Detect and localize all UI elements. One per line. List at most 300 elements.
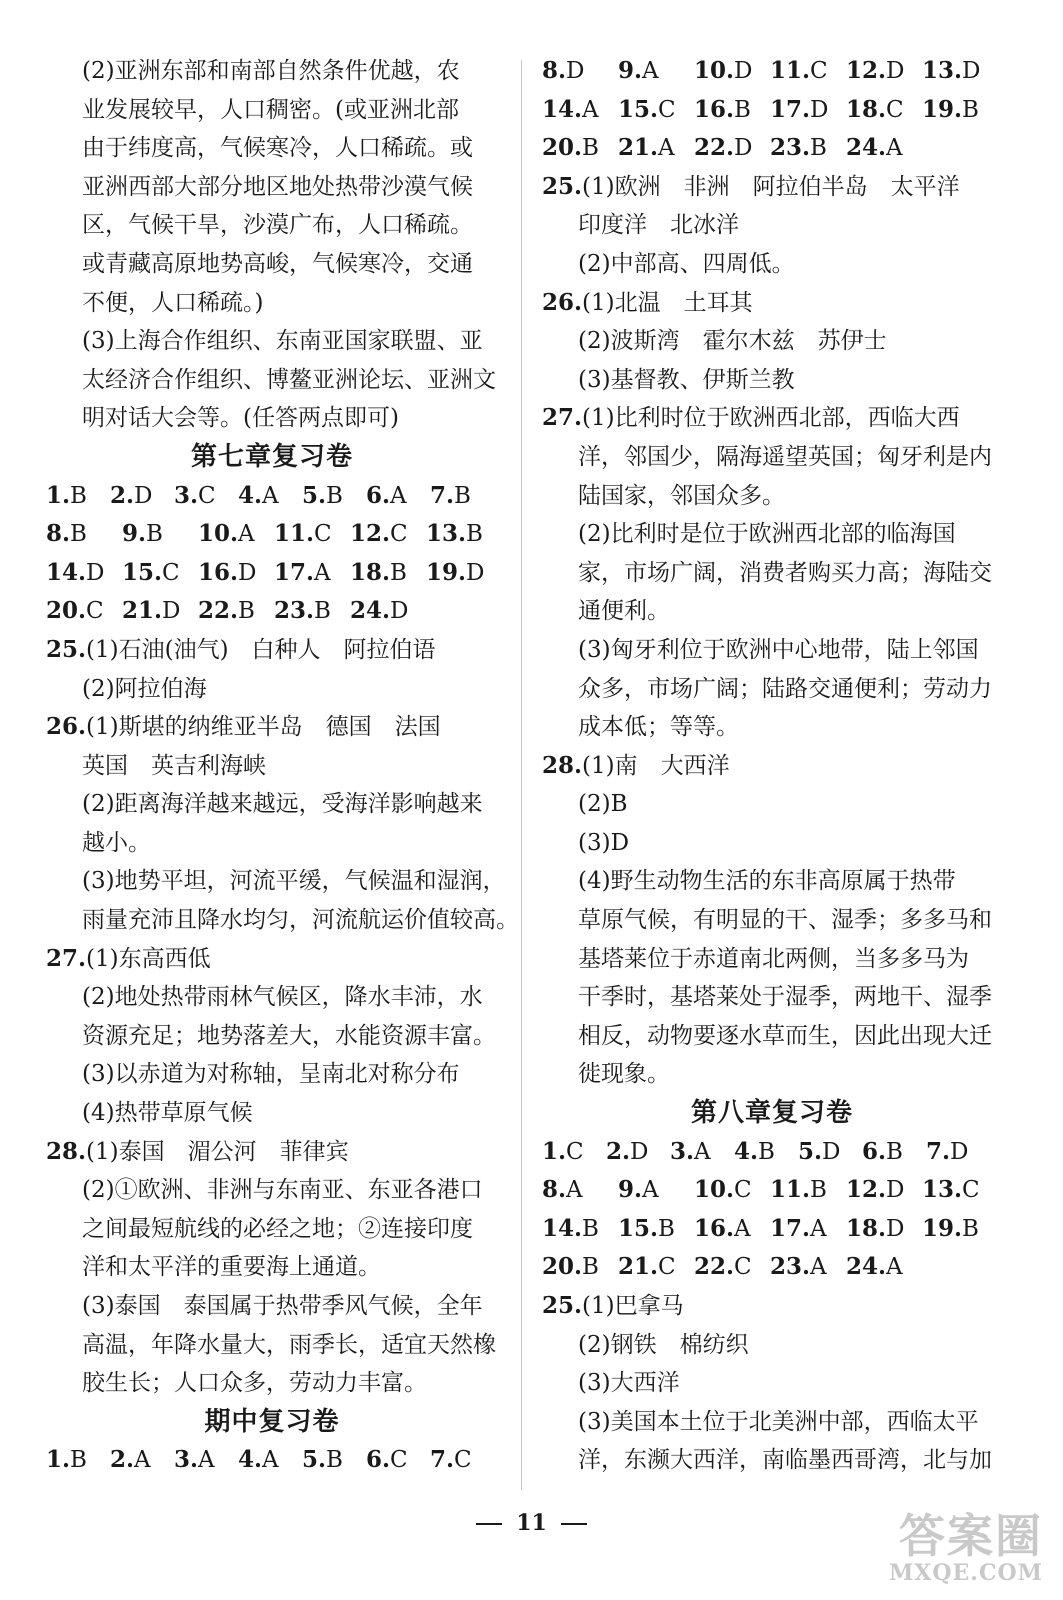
answer-item — [770, 52, 846, 91]
answer-item — [542, 129, 618, 168]
answer-text-line: (3)以赤道为对称轴，呈南北对称分布 — [82, 1061, 460, 1088]
answer-letter: C — [566, 1138, 584, 1165]
answer-letter: A — [198, 1447, 215, 1474]
answer-letter: B — [810, 135, 827, 162]
answer-letter: D — [162, 598, 181, 625]
question-number: 19. — [922, 1214, 963, 1242]
answer-letter: D — [566, 58, 585, 84]
answer-letter: C — [810, 58, 828, 84]
answer-item — [238, 477, 302, 516]
answer-item — [238, 1441, 302, 1480]
answer-text-line: (3)美国本土位于北美洲中部，西临太平 — [578, 1408, 979, 1435]
answer-text-line: (2)阿拉伯海 — [82, 675, 207, 702]
answer-item — [734, 1133, 798, 1172]
answer-letter: B — [758, 1138, 775, 1165]
answer-item — [274, 592, 350, 631]
answer-text-line: 越小。 — [82, 829, 151, 856]
answer-text-line: 家，市场广阔，消费者购买力高；海陆交 — [578, 559, 992, 586]
answer-text-line: (2)中部高、四周低。 — [578, 250, 795, 277]
section-heading: 第八章复习卷 — [690, 1098, 853, 1129]
answer-item — [366, 1441, 430, 1480]
answer-letter: D — [950, 1138, 969, 1165]
answer-row — [542, 1133, 1002, 1172]
answer-letter: C — [390, 521, 408, 548]
answer-letter: B — [582, 135, 599, 162]
answer-text-line: 印度洋 北冰洋 — [578, 212, 739, 239]
question-number: 20. — [46, 597, 87, 625]
answer-letter: D — [886, 58, 905, 84]
question-number: 8. — [542, 1176, 567, 1204]
right-column — [542, 52, 1002, 1480]
answer-text-line: (3)D — [578, 829, 630, 856]
question-line — [46, 708, 498, 747]
answer-item — [302, 477, 366, 516]
answer-item — [670, 1133, 734, 1172]
question-number: 8. — [542, 57, 567, 84]
question-number: 25. — [46, 635, 87, 663]
answer-item — [770, 1248, 846, 1287]
answer-item — [694, 1248, 770, 1287]
answer-item — [174, 1441, 238, 1480]
question-number: 5. — [302, 481, 327, 509]
question-number: 6. — [366, 481, 391, 509]
answer-item — [274, 554, 350, 593]
question-number: 4. — [734, 1137, 759, 1165]
question-number: 22. — [198, 597, 239, 625]
answer-item — [110, 477, 174, 516]
answer-item — [350, 515, 426, 554]
question-number: 6. — [862, 1137, 887, 1165]
answer-letter: D — [962, 58, 981, 84]
answer-letter: A — [886, 1254, 903, 1281]
answer-letter: D — [734, 135, 753, 162]
question-number: 21. — [618, 134, 659, 162]
answer-item — [46, 592, 122, 631]
question-number: 24. — [350, 597, 391, 625]
answer-item — [846, 1210, 922, 1249]
question-number: 22. — [694, 134, 735, 162]
answer-letter: B — [962, 96, 979, 123]
question-number: 9. — [618, 57, 643, 84]
answer-text-line: 英国 英吉利海峡 — [82, 752, 266, 779]
answer-letter: A — [390, 482, 407, 509]
answer-item — [542, 1133, 606, 1172]
answer-item — [350, 554, 426, 593]
answer-text-line: 相反，动物要逐水草而生，因此出现大迁 — [578, 1022, 992, 1049]
answer-text-line: 明对话大会等。(任答两点即可) — [82, 405, 399, 432]
answer-text-line: 之间最短航线的必经之地；②连接印度 — [82, 1215, 473, 1242]
answer-item — [798, 1133, 862, 1172]
question-number: 5. — [798, 1137, 823, 1165]
answer-row — [542, 129, 1002, 168]
answer-letter: D — [466, 559, 485, 586]
answer-item — [46, 515, 122, 554]
answer-text-line: 通便利。 — [578, 598, 670, 625]
question-line — [542, 168, 1002, 207]
question-number: 18. — [846, 95, 887, 123]
question-line — [542, 1287, 1002, 1326]
question-number: 23. — [274, 597, 315, 625]
answer-text-line: (3)基督教、伊斯兰教 — [578, 366, 795, 393]
question-number: 15. — [122, 558, 163, 586]
question-number: 3. — [670, 1137, 695, 1165]
answer-item — [694, 52, 770, 91]
answer-item — [122, 592, 198, 631]
question-number: 16. — [198, 558, 239, 586]
question-number: 27. — [542, 404, 583, 432]
answer-item — [846, 1248, 903, 1287]
answer-letter: A — [238, 521, 255, 548]
answer-text-line: (2)①欧洲、非洲与东南亚、东亚各港口 — [82, 1177, 483, 1204]
answer-item — [46, 554, 122, 593]
answer-letter: D — [886, 1215, 905, 1242]
question-line — [542, 284, 1002, 323]
answer-row — [542, 52, 1002, 91]
answer-letter: C — [314, 521, 332, 548]
answer-text-line: (2)波斯湾 霍尔木兹 苏伊士 — [578, 328, 887, 355]
answer-letter: A — [582, 96, 599, 123]
question-number: 19. — [426, 558, 467, 586]
answer-item — [542, 1210, 618, 1249]
question-number: 7. — [430, 481, 455, 509]
question-number: 25. — [542, 172, 583, 200]
question-number: 17. — [274, 558, 315, 586]
question-number: 1. — [542, 1137, 567, 1165]
answer-letter: C — [390, 1447, 408, 1474]
question-number: 9. — [122, 520, 147, 548]
answer-item — [606, 1133, 670, 1172]
answer-text-line: 徙现象。 — [578, 1061, 670, 1088]
footer-dash-left — [476, 1523, 502, 1525]
answer-text-line: 雨量充沛且降水均匀，河流航运价值较高。 — [82, 907, 519, 934]
answer-item — [922, 1171, 980, 1210]
question-number: 12. — [350, 520, 391, 548]
answer-item — [174, 477, 238, 516]
question-number: 4. — [238, 481, 263, 509]
answer-letter: B — [810, 1177, 827, 1204]
question-number: 10. — [694, 57, 735, 84]
question-number: 12. — [846, 1176, 887, 1204]
answer-letter: D — [238, 559, 257, 586]
answer-letter: B — [238, 598, 255, 625]
answer-item — [426, 515, 483, 554]
answer-letter: D — [390, 598, 409, 625]
answer-text: (1)欧洲 非洲 阿拉伯半岛 太平洋 — [582, 173, 960, 200]
question-number: 4. — [238, 1446, 263, 1474]
answer-text: (1)斯堪的纳维亚半岛 德国 法国 — [86, 714, 441, 741]
answer-text-line: 不便，人口稀疏。) — [82, 289, 264, 316]
answer-item — [694, 129, 770, 168]
question-number: 14. — [542, 95, 583, 123]
answer-item — [922, 1210, 979, 1249]
question-number: 24. — [846, 1253, 887, 1281]
answer-letter: A — [734, 1215, 751, 1242]
answer-letter: B — [326, 1447, 343, 1474]
question-number: 2. — [110, 1446, 135, 1474]
answer-item — [862, 1133, 926, 1172]
answer-row — [46, 592, 498, 631]
answer-item — [430, 1441, 472, 1480]
watermark-url: MXQE.COM — [888, 1560, 1043, 1586]
answer-text-line: 或青藏高原地势高峻，气候寒冷，交通 — [82, 250, 473, 277]
question-number: 19. — [922, 95, 963, 123]
answer-letter: D — [134, 482, 153, 509]
answer-text-line: 业发展较早，人口稠密。(或亚洲北部 — [82, 96, 459, 123]
answer-text-line: 洋，东濒大西洋，南临墨西哥湾，北与加 — [578, 1447, 992, 1474]
answer-text-line: 基塔莱位于赤道南北两侧，当多多马为 — [578, 945, 969, 972]
answer-letter: B — [466, 521, 483, 548]
question-number: 3. — [174, 481, 199, 509]
answer-text: (1)泰国 湄公河 菲律宾 — [86, 1138, 349, 1165]
answer-text: (1)东高西低 — [86, 945, 211, 972]
answer-row — [46, 515, 498, 554]
question-number: 28. — [542, 751, 583, 779]
answer-letter: A — [566, 1177, 583, 1204]
answer-text-line: 区，气候干旱，沙漠广布，人口稀疏。 — [82, 212, 473, 239]
question-number: 17. — [770, 1214, 811, 1242]
answer-item — [542, 1171, 618, 1210]
question-line — [542, 399, 1002, 438]
answer-text-line: 高温，年降水量大，雨季长，适宜天然橡 — [82, 1331, 496, 1358]
answer-text-line: (2)B — [578, 791, 628, 818]
answer-item — [770, 129, 846, 168]
answer-item — [542, 91, 618, 130]
question-number: 7. — [926, 1137, 951, 1165]
question-number: 17. — [770, 95, 811, 123]
question-number: 25. — [542, 1292, 583, 1319]
answer-letter: C — [962, 1177, 980, 1204]
question-number: 22. — [694, 1253, 735, 1281]
answer-text-line: (3)泰国 泰国属于热带季风气候，全年 — [82, 1293, 483, 1319]
answer-letter: A — [134, 1447, 151, 1474]
answer-row — [542, 1248, 1002, 1287]
answer-letter: D — [734, 58, 753, 84]
question-line — [46, 1133, 498, 1172]
answer-item — [618, 129, 694, 168]
answer-letter: C — [454, 1447, 472, 1474]
answer-letter: C — [658, 1254, 676, 1281]
answer-item — [770, 1171, 846, 1210]
answer-item — [122, 515, 198, 554]
answer-item — [926, 1133, 968, 1172]
question-number: 18. — [846, 1214, 887, 1242]
answer-letter: D — [630, 1138, 649, 1165]
question-number: 28. — [46, 1137, 87, 1165]
answer-text-line: (3)匈牙利位于欧洲中心地带，陆上邻国 — [578, 636, 979, 663]
answer-item — [618, 91, 694, 130]
answer-text-line: (3)地势平坦，河流平缓，气候温和湿润， — [82, 868, 506, 895]
answer-row — [46, 1441, 498, 1480]
answer-letter: A — [262, 482, 279, 509]
answer-letter: A — [642, 58, 659, 84]
answer-letter: C — [886, 96, 904, 123]
question-number: 21. — [618, 1253, 659, 1281]
question-number: 11. — [274, 520, 315, 548]
answer-row — [542, 91, 1002, 130]
watermark-logo: 答案圈 — [899, 1509, 1043, 1563]
answer-letter: B — [886, 1138, 903, 1165]
answer-text: (1)南 大西洋 — [582, 752, 730, 779]
answer-letter: B — [146, 521, 163, 548]
answer-item — [618, 52, 694, 91]
answer-letter: A — [642, 1177, 659, 1204]
question-number: 6. — [366, 1446, 391, 1474]
answer-text-line: 亚洲西部大部分地区地处热带沙漠气候 — [82, 173, 473, 200]
left-column — [46, 52, 519, 1480]
question-number: 11. — [770, 1176, 811, 1204]
question-number: 8. — [46, 520, 71, 548]
answer-letter: A — [886, 135, 903, 162]
answer-text-line: (2)钢铁 棉纺织 — [578, 1331, 749, 1358]
question-line — [46, 940, 498, 979]
answer-row — [46, 477, 498, 516]
answer-letter: A — [810, 1215, 827, 1242]
answer-letter: D — [86, 559, 105, 586]
answer-text-line: 成本低；等等。 — [578, 714, 739, 741]
answer-letter: C — [658, 96, 676, 123]
answer-letter: A — [314, 559, 331, 586]
answer-item — [618, 1248, 694, 1287]
answer-item — [922, 52, 980, 91]
answer-text-line: (2)比利时是位于欧洲西北部的临海国 — [578, 521, 956, 548]
answer-text-line: 洋和太平洋的重要海上通道。 — [82, 1254, 381, 1281]
answer-letter: B — [962, 1215, 979, 1242]
answer-item — [274, 515, 350, 554]
answer-letter: A — [262, 1447, 279, 1474]
question-number: 5. — [302, 1446, 327, 1474]
answer-text-line: (2)亚洲东部和南部自然条件优越，农 — [82, 58, 460, 84]
section-heading: 期中复习卷 — [204, 1406, 340, 1437]
answer-item — [694, 1171, 770, 1210]
answer-item — [430, 477, 471, 516]
answer-item — [426, 554, 484, 593]
question-line — [542, 747, 1002, 786]
answer-row — [542, 1210, 1002, 1249]
answer-text-line: 洋，邻国少，隔海遥望英国；匈牙利是内 — [578, 443, 992, 470]
question-number: 15. — [618, 95, 659, 123]
question-number: 2. — [110, 481, 135, 509]
section-heading: 第七章复习卷 — [190, 441, 353, 472]
answer-item — [198, 592, 274, 631]
answer-text-line: 胶生长；人口众多，劳动力丰富。 — [82, 1370, 427, 1397]
answer-item — [770, 1210, 846, 1249]
answer-item — [542, 1248, 618, 1287]
answer-letter: D — [822, 1138, 841, 1165]
answer-letter: B — [582, 1254, 599, 1281]
answer-item — [694, 91, 770, 130]
answer-letter: D — [810, 96, 829, 123]
answer-item — [198, 554, 274, 593]
answer-letter: C — [734, 1177, 752, 1204]
answer-text-line: 陆国家，邻国众多。 — [578, 482, 785, 509]
question-number: 13. — [922, 57, 963, 84]
answer-item — [846, 52, 922, 91]
answer-text-line: 草原气候，有明显的干、湿季；多多马和 — [578, 907, 992, 934]
question-number: 7. — [430, 1446, 455, 1474]
question-number: 11. — [770, 57, 811, 84]
answer-item — [366, 477, 430, 516]
answer-letter: B — [658, 1215, 675, 1242]
question-number: 16. — [694, 95, 735, 123]
answer-letter: C — [162, 559, 180, 586]
question-number: 10. — [694, 1176, 735, 1204]
answer-item — [694, 1210, 770, 1249]
question-number: 15. — [618, 1214, 659, 1242]
answer-letter: A — [694, 1138, 711, 1165]
question-number: 16. — [694, 1214, 735, 1242]
question-number: 18. — [350, 558, 391, 586]
answer-row — [542, 1171, 1002, 1210]
question-number: 2. — [606, 1137, 631, 1165]
answer-item — [922, 91, 979, 130]
answer-item — [846, 129, 903, 168]
answer-text-line: (2)地处热带雨林气候区，降水丰沛，水 — [82, 984, 483, 1011]
answer-letter: C — [198, 482, 216, 509]
answer-text-line: (3)大西洋 — [578, 1370, 680, 1397]
question-number: 12. — [846, 57, 887, 84]
answer-letter: A — [810, 1254, 827, 1281]
answer-letter: C — [734, 1254, 752, 1281]
answer-letter: D — [886, 1177, 905, 1204]
answer-text-line: (3)上海合作组织、东南亚国家联盟、亚 — [82, 328, 483, 355]
question-number: 3. — [174, 1446, 199, 1474]
answer-item — [302, 1441, 366, 1480]
answer-letter: B — [582, 1215, 599, 1242]
answer-letter: B — [734, 96, 751, 123]
question-number: 9. — [618, 1176, 643, 1204]
question-number: 1. — [46, 1446, 71, 1474]
answer-item — [846, 1171, 922, 1210]
page-number: 11 — [516, 1510, 547, 1536]
question-number: 14. — [542, 1214, 583, 1242]
question-number: 21. — [122, 597, 163, 625]
question-line — [46, 631, 498, 670]
answer-item — [46, 1441, 110, 1480]
question-number: 13. — [922, 1176, 963, 1204]
answer-text-line: 资源充足；地势落差大，水能资源丰富。 — [82, 1022, 496, 1049]
answer-letter: B — [326, 482, 343, 509]
answer-item — [770, 91, 846, 130]
question-number: 24. — [846, 134, 887, 162]
watermark — [889, 1500, 1043, 1586]
answer-letter: B — [70, 482, 87, 509]
answer-text-line: (2)距离海洋越来越远，受海洋影响越来 — [82, 791, 483, 818]
answer-item — [46, 477, 110, 516]
answer-text-line: 众多，市场广阔；陆路交通便利；劳动力 — [578, 675, 992, 702]
answer-text-line: 干季时，基塔莱处于湿季，两地干、湿季 — [578, 984, 992, 1011]
question-number: 13. — [426, 520, 467, 548]
answer-text: (1)巴拿马 — [582, 1293, 684, 1319]
answer-item — [122, 554, 198, 593]
question-number: 1. — [46, 481, 71, 509]
answer-text-line: 由于纬度高，气候寒冷，人口稀疏。或 — [82, 135, 473, 162]
footer-dash-right — [561, 1523, 587, 1525]
answer-text-line: 太经济合作组织、博鳌亚洲论坛、亚洲文 — [82, 366, 496, 393]
question-number: 20. — [542, 1253, 583, 1281]
answer-text-line: (4)热带草原气候 — [82, 1100, 253, 1127]
question-number: 26. — [542, 288, 583, 316]
answer-item — [542, 52, 618, 91]
question-number: 14. — [46, 558, 87, 586]
answer-letter: B — [70, 521, 87, 548]
question-number: 10. — [198, 520, 239, 548]
question-number: 23. — [770, 1253, 811, 1281]
answer-item — [618, 1171, 694, 1210]
answer-item — [350, 592, 408, 631]
answer-text: (1)北温 土耳其 — [582, 289, 753, 316]
answer-item — [846, 91, 922, 130]
answer-letter: C — [86, 598, 104, 625]
